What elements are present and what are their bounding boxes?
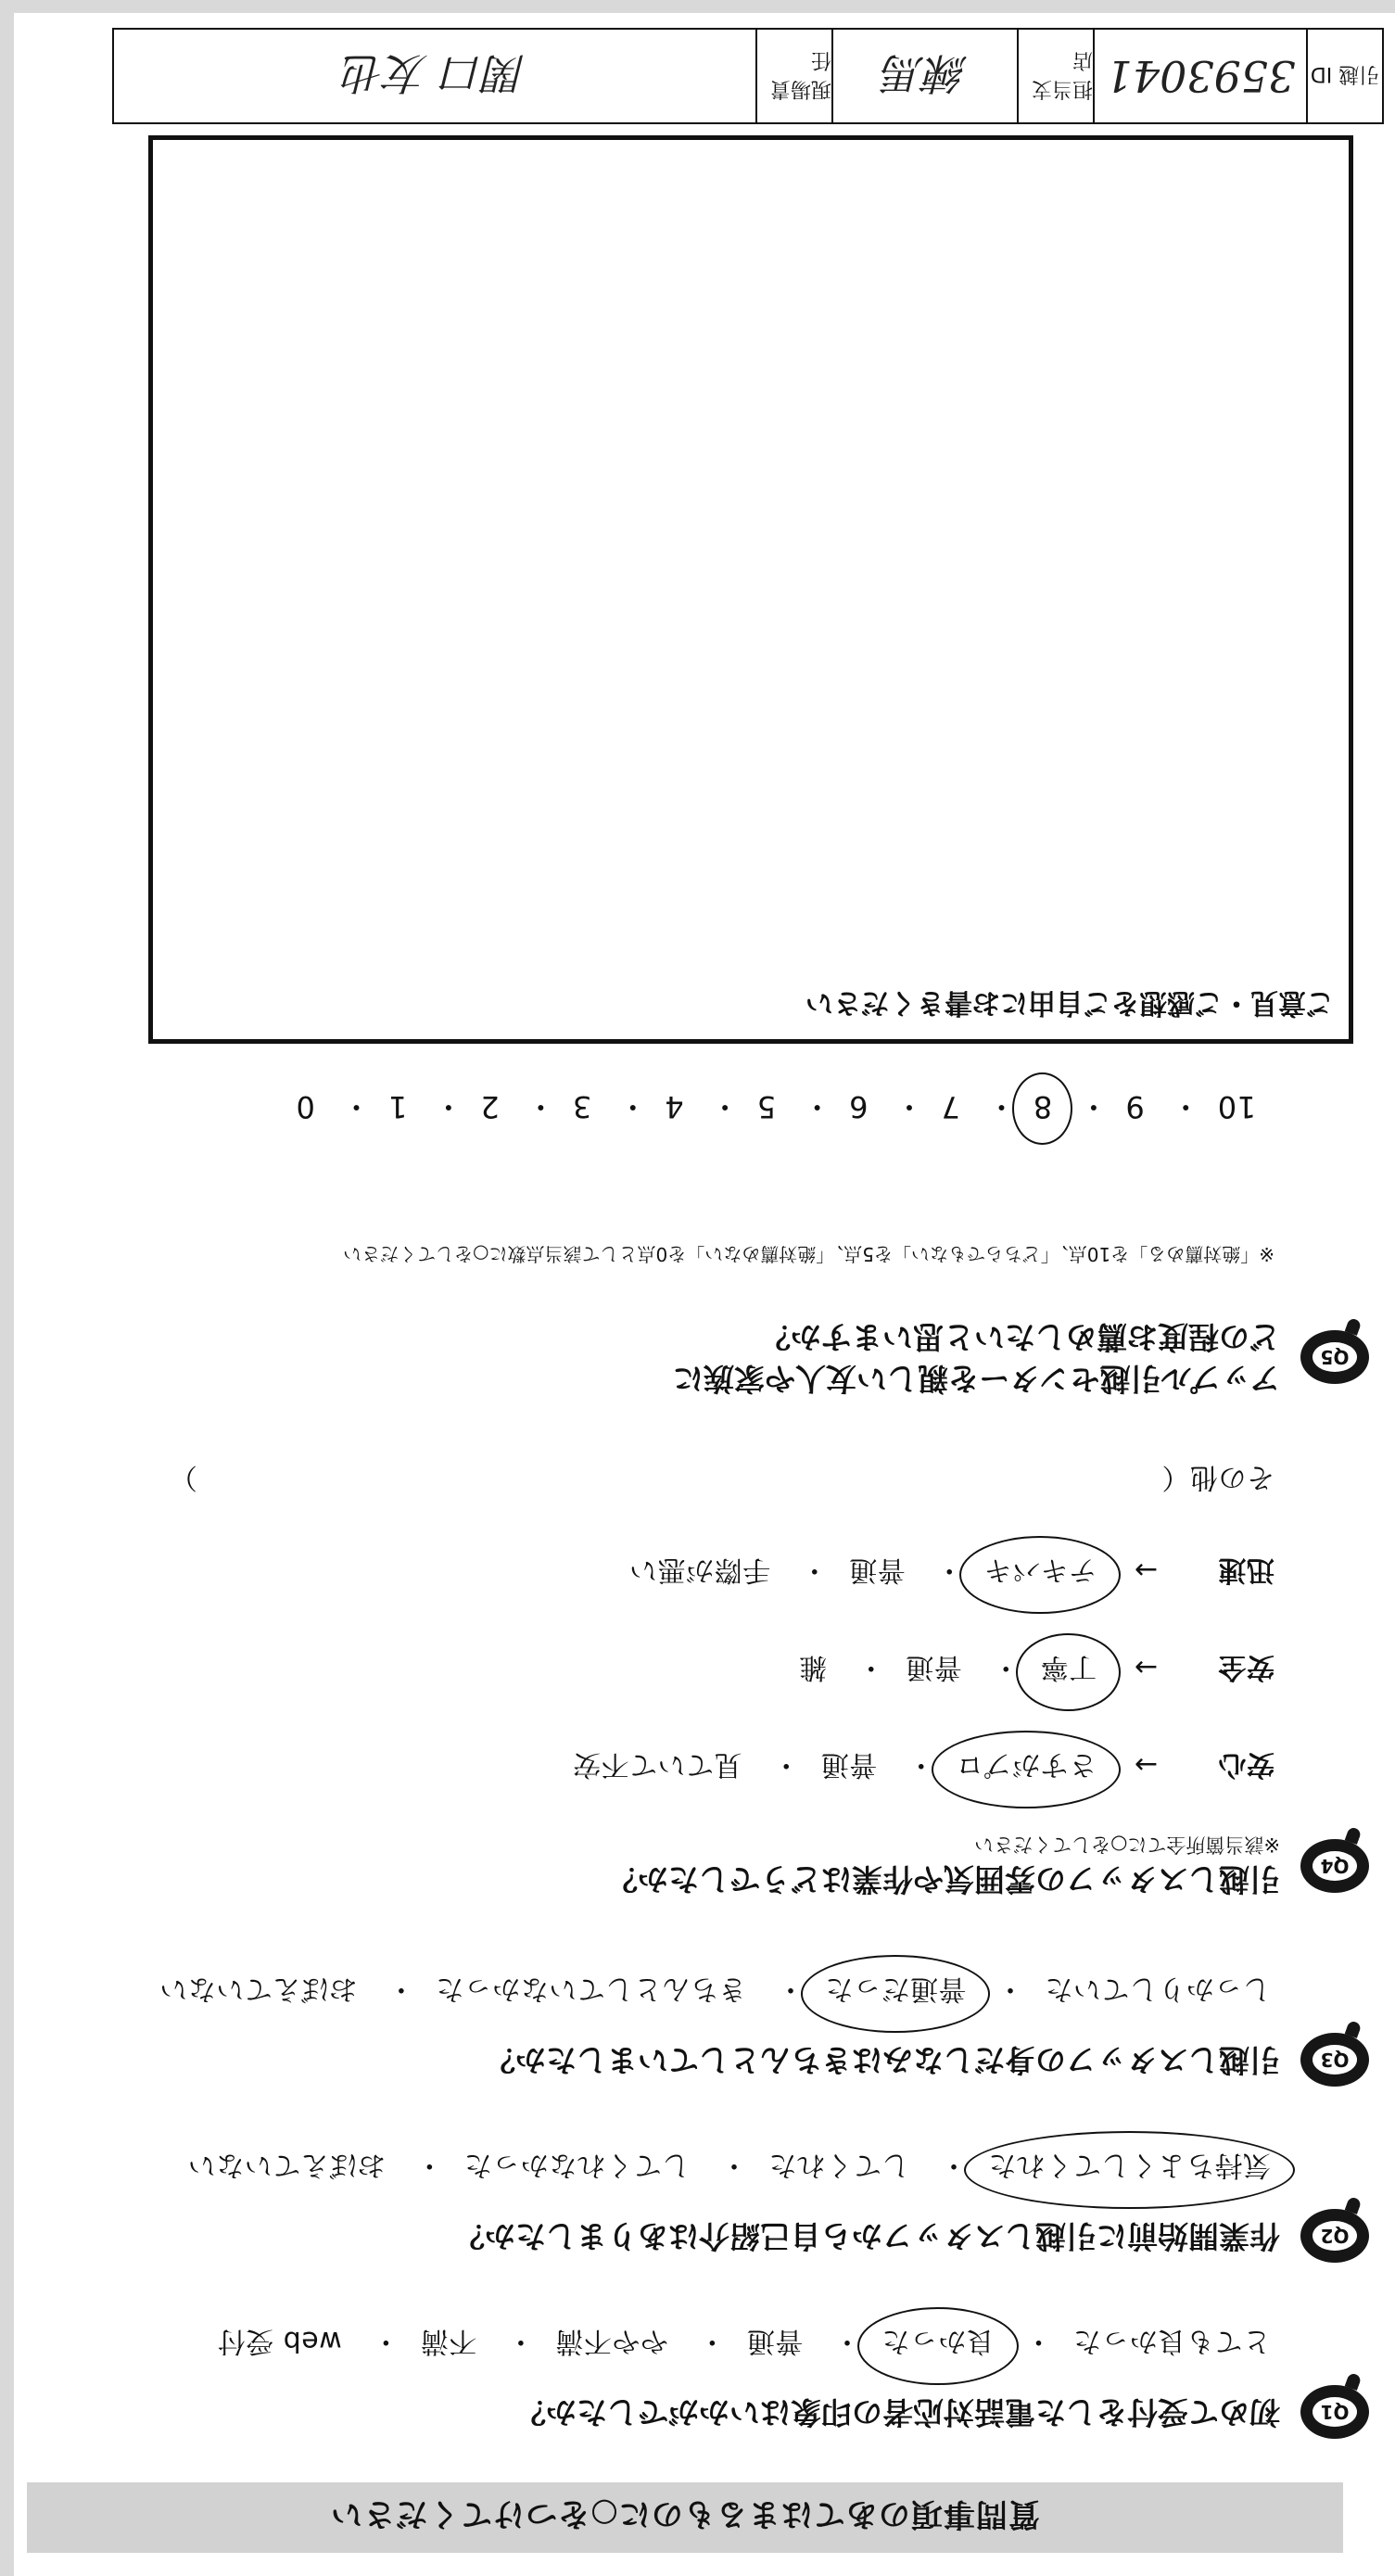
q1-text: 初めて受付をした電話対応者の印象はいかがでしたか？ <box>515 2394 1280 2431</box>
q3-options: しっかりしていた・ 普通だった・ きちんとしていなかった・ おぼえていない <box>156 1972 1275 2012</box>
footer-table <box>112 28 1384 124</box>
q4-other-close: ） <box>169 1461 197 1493</box>
q4-option[interactable]: 普通 <box>820 1748 878 1781</box>
q5-score-selected[interactable]: 8 <box>1033 1089 1053 1124</box>
q1-option[interactable]: やや不満 <box>554 2325 668 2357</box>
q2-option[interactable]: してくれなかった <box>463 2149 691 2181</box>
leader-label: 現場責任 <box>755 30 831 122</box>
q4-text-block <box>607 1832 1280 1899</box>
branch-label: 担当支店 <box>1017 30 1093 122</box>
q3-option[interactable]: しっかりしていた <box>1045 1973 1271 2005</box>
arrow-right-icon: → <box>1134 1554 1158 1586</box>
q5-text-line1: アップル引越センターを親しい友人や家族に <box>672 1361 1280 1397</box>
q5-text-line2: どの程度お薦めしたいと思いますか？ <box>760 1319 1280 1356</box>
q4-option[interactable]: 普通 <box>848 1554 906 1586</box>
q4-option-selected[interactable]: 丁寧 <box>1036 1650 1100 1691</box>
q4-option[interactable]: 手際が悪い <box>628 1554 771 1586</box>
arrow-right-icon: → <box>1134 1748 1158 1781</box>
q4-other <box>70 1460 1275 1501</box>
q1-option[interactable]: web 受付 <box>217 2325 342 2357</box>
q1-option-selected[interactable]: 良かった <box>878 2324 998 2365</box>
q1-option[interactable]: 不満 <box>420 2325 477 2357</box>
arrow-right-icon: → <box>1134 1651 1158 1683</box>
q4-option[interactable]: 雑 <box>798 1651 828 1683</box>
q4-row-label: 安全 <box>1218 1651 1275 1683</box>
q2-option-selected[interactable]: 気持ちよくしてくれた <box>984 2148 1275 2189</box>
q2-badge-label: Q2 <box>1313 2221 1357 2251</box>
survey-sheet <box>14 13 1395 2576</box>
comments-title: ご意見・ご感想をご自由にお書きください <box>805 986 1334 1019</box>
q5-scale: 10・ 9・ 8・ 7・ 6・ 5・ 4・ 3・ 2・ 1・ 0 <box>296 1089 1256 1124</box>
q2-option[interactable]: してくれた <box>767 2149 910 2181</box>
question-4 <box>607 1832 1369 1899</box>
q4-row-anshin: 安心 → さすがプロ・ 普通・ 見ていて不安 <box>569 1747 1275 1788</box>
question-2 <box>454 2209 1369 2263</box>
q2-badge-icon <box>1300 2209 1369 2263</box>
q3-option[interactable]: きちんとしていなかった <box>435 1973 747 2005</box>
q5-note: ※「絶対薦める」を10点、「どちらでもない」を5点、「絶対薦めない」を0点として該当点数に○をしてください <box>343 1243 1275 1265</box>
leader-value: 関口 友也 <box>342 48 527 98</box>
q5-badge-icon <box>1300 1330 1369 1384</box>
q4-badge-icon <box>1300 1839 1369 1893</box>
q5-score[interactable]: 0 <box>296 1089 315 1124</box>
q2-options: 気持ちよくしてくれた・ してくれた・ してくれなかった・ おぼえていない <box>184 2148 1275 2189</box>
q4-other-label: その他（ <box>1161 1461 1275 1493</box>
q5-score[interactable]: 2 <box>479 1089 500 1124</box>
q4-option-selected[interactable]: さすがプロ <box>952 1747 1101 1788</box>
q1-badge-label: Q1 <box>1313 2397 1357 2427</box>
q4-option[interactable]: 普通 <box>905 1651 962 1683</box>
question-3 <box>485 2033 1369 2087</box>
q4-row-jinsoku: 迅速 → テキパキ・ 普通・ 手際が悪い <box>626 1553 1275 1593</box>
q4-row-anzen: 安全 → 丁寧・ 普通・ 雑 <box>795 1650 1275 1691</box>
id-value: 3593041 <box>1093 30 1306 122</box>
q5-score[interactable]: 10 <box>1217 1089 1256 1124</box>
question-1 <box>515 2385 1369 2439</box>
q5-badge-label: Q5 <box>1313 1342 1357 1372</box>
q4-option[interactable]: 見ていて不安 <box>572 1748 742 1781</box>
q1-badge-icon <box>1300 2385 1369 2439</box>
q3-option-selected[interactable]: 普通だった <box>821 1972 970 2012</box>
q4-text: 引越しスタッフの雰囲気や作業はどうでしたか？ <box>607 1861 1280 1897</box>
branch-value: 練馬 <box>831 30 1017 122</box>
q1-options: とても良かった・ 良かった・ 普通・ やや不満・ 不満・ web 受付 <box>213 2324 1275 2365</box>
q4-row-label: 安心 <box>1218 1748 1275 1781</box>
q4-row-label: 迅速 <box>1218 1554 1275 1586</box>
q5-score[interactable]: 1 <box>387 1089 408 1124</box>
q3-badge-label: Q3 <box>1313 2045 1357 2075</box>
question-5 <box>673 1316 1369 1399</box>
q3-text: 引越しスタッフの身だしなみはきちんとしていましたか？ <box>485 2042 1280 2079</box>
q5-score[interactable]: 4 <box>664 1089 684 1124</box>
id-label: 引越 ID <box>1306 30 1382 122</box>
q1-option[interactable]: とても良かった <box>1072 2325 1271 2357</box>
q3-badge-icon <box>1300 2033 1369 2087</box>
comments-box[interactable] <box>148 135 1353 1044</box>
q5-score[interactable]: 7 <box>941 1089 960 1124</box>
q3-option[interactable]: おぼえていない <box>159 1973 358 2005</box>
q2-text: 作業開始前に引越しスタッフから自己紹介はありましたか？ <box>454 2218 1280 2255</box>
q1-option[interactable]: 普通 <box>746 2325 804 2357</box>
q4-option-selected[interactable]: テキパキ <box>980 1553 1100 1593</box>
q4-badge-label: Q4 <box>1313 1851 1357 1881</box>
q2-option[interactable]: おぼえていない <box>187 2149 386 2181</box>
q5-score[interactable]: 5 <box>756 1089 777 1124</box>
q5-text-block <box>673 1316 1280 1399</box>
instruction-banner: 質問事項のあてはまるものに○をつけてください <box>27 2482 1343 2553</box>
q5-score[interactable]: 3 <box>572 1089 592 1124</box>
q5-score[interactable]: 9 <box>1124 1089 1145 1124</box>
q5-score[interactable]: 6 <box>848 1089 869 1124</box>
q4-note: ※該当箇所全てに○をしてください <box>974 1834 1280 1857</box>
